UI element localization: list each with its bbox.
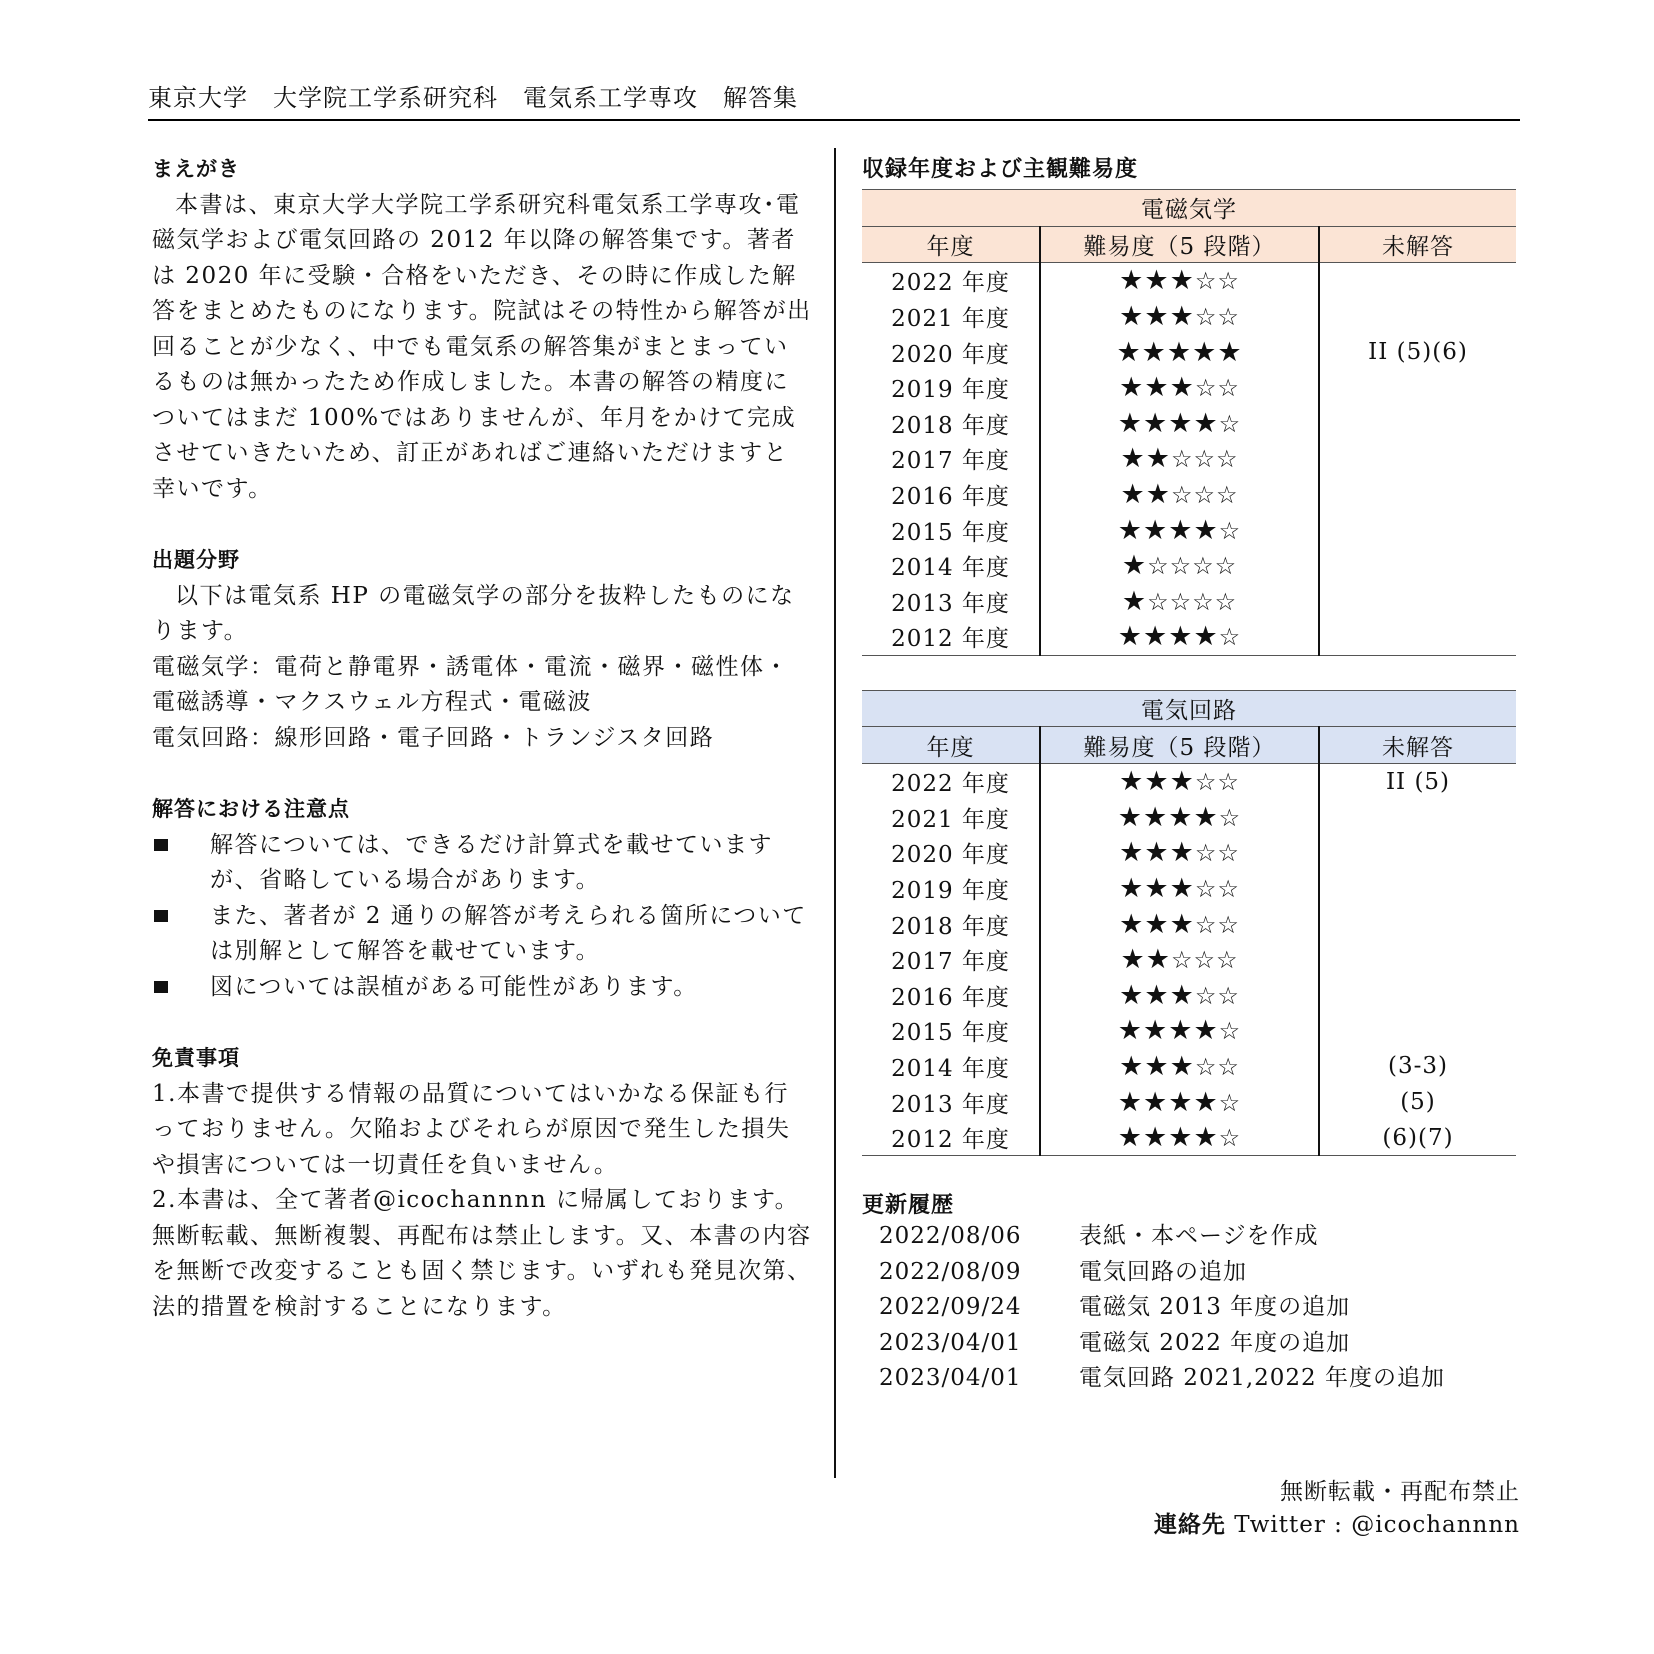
row-year: 2013 年度	[891, 590, 1010, 617]
star-filled-icon: ★	[1144, 908, 1170, 940]
difficulty-table	[862, 690, 1516, 1157]
column-header-unsolved: 未解答	[1319, 226, 1516, 263]
row-year: 2015 年度	[891, 519, 1010, 546]
star-empty-icon: ☆	[1214, 552, 1238, 581]
row-unsolved: II (5)(6)	[1319, 334, 1516, 370]
bullet-square-icon	[154, 910, 168, 922]
star-filled-icon: ★	[1166, 336, 1193, 368]
star-filled-icon: ★	[1168, 801, 1194, 833]
star-empty-icon: ☆	[1194, 303, 1218, 332]
star-filled-icon: ★	[1144, 372, 1170, 404]
table-row	[862, 1049, 1516, 1085]
difficulty-stars	[1118, 622, 1241, 651]
table-row	[862, 512, 1516, 548]
star-filled-icon: ★	[1168, 514, 1194, 546]
star-filled-icon: ★	[1144, 979, 1170, 1011]
star-empty-icon: ☆	[1215, 946, 1239, 975]
star-filled-icon: ★	[1193, 407, 1219, 439]
page-header	[148, 78, 1520, 121]
star-empty-icon: ☆	[1218, 1124, 1242, 1153]
star-filled-icon: ★	[1169, 979, 1195, 1011]
star-empty-icon: ☆	[1193, 946, 1216, 975]
history-note: 電磁気 2013 年度の追加	[1079, 1294, 1351, 1321]
history-note: 電気回路の追加	[1079, 1258, 1247, 1285]
difficulty-stars	[1122, 587, 1237, 616]
difficulty-stars	[1119, 874, 1240, 903]
row-unsolved	[1319, 942, 1516, 978]
notes-item	[152, 828, 812, 899]
difficulty-title: 収録年度および主観難易度	[862, 157, 1139, 182]
fields-title: 出題分野	[152, 548, 240, 572]
star-filled-icon: ★	[1119, 265, 1145, 297]
difficulty-stars	[1121, 480, 1239, 509]
fields-intro: 以下は電気系 HP の電磁気学の部分を抜粋したものになります。	[152, 582, 795, 644]
star-empty-icon: ☆	[1215, 481, 1239, 510]
star-empty-icon: ☆	[1217, 768, 1240, 797]
history-note: 電気回路 2021,2022 年度の追加	[1079, 1365, 1445, 1392]
difficulty-stars	[1118, 409, 1241, 438]
bullet-square-icon	[154, 839, 168, 851]
row-year: 2019 年度	[891, 377, 1010, 404]
star-filled-icon: ★	[1168, 1086, 1194, 1118]
page-footer	[1154, 1476, 1520, 1542]
table-row	[862, 871, 1516, 907]
disclaimer-item-2: 2.本書は、全て著者@icochannnn に帰属しております。無断転載、無断複製、再配布は禁止します。又、本書の内容を無断で改変することも固く禁じます。いずれも発見次第、法的措置を検討することになります。	[152, 1187, 812, 1320]
star-filled-icon: ★	[1117, 1015, 1144, 1047]
row-year: 2019 年度	[891, 877, 1010, 904]
history-title: 更新履歴	[862, 1193, 955, 1219]
contact-label: 連絡先	[1153, 1512, 1226, 1538]
table-row	[862, 477, 1516, 513]
history-date: 2022/08/09	[879, 1258, 1022, 1285]
row-year: 2021 年度	[891, 806, 1010, 833]
star-filled-icon: ★	[1169, 265, 1195, 297]
row-unsolved	[1319, 406, 1516, 442]
column-header-difficulty: 難易度（5 段階）	[1040, 727, 1319, 764]
left-column	[152, 152, 812, 1325]
star-empty-icon: ☆	[1217, 374, 1240, 403]
star-filled-icon: ★	[1193, 621, 1219, 653]
row-year: 2014 年度	[891, 1055, 1010, 1082]
star-filled-icon: ★	[1169, 1050, 1195, 1082]
star-filled-icon: ★	[1119, 372, 1145, 404]
star-filled-icon: ★	[1144, 1050, 1170, 1082]
star-filled-icon: ★	[1193, 801, 1219, 833]
history-entry	[862, 1290, 1516, 1326]
star-filled-icon: ★	[1145, 443, 1171, 475]
table-row	[862, 299, 1516, 335]
row-year: 2016 年度	[891, 484, 1010, 511]
star-empty-icon: ☆	[1147, 587, 1170, 616]
table-row	[862, 835, 1516, 871]
star-filled-icon: ★	[1119, 1050, 1145, 1082]
star-empty-icon: ☆	[1215, 445, 1239, 474]
bullet-square-icon	[154, 981, 168, 993]
column-header-unsolved: 未解答	[1319, 727, 1516, 764]
star-filled-icon: ★	[1193, 1122, 1219, 1154]
star-filled-icon: ★	[1116, 336, 1142, 368]
row-unsolved: (6)(7)	[1319, 1120, 1516, 1156]
table-row	[862, 619, 1516, 655]
history-entry	[862, 1361, 1516, 1397]
star-empty-icon: ☆	[1218, 623, 1242, 652]
difficulty-stars	[1118, 1088, 1241, 1117]
star-filled-icon: ★	[1117, 1122, 1144, 1154]
difficulty-stars	[1119, 838, 1240, 867]
difficulty-stars	[1118, 516, 1241, 545]
table-row	[862, 1084, 1516, 1120]
table-row	[862, 942, 1516, 978]
star-filled-icon: ★	[1119, 301, 1145, 333]
disclaimer-item-1: 1.本書で提供する情報の品質についてはいかなる保証も行っておりません。欠陥およびそれらが原因で発生した損失や損害については一切責任を負いません。	[152, 1080, 791, 1178]
table-row	[862, 584, 1516, 620]
star-filled-icon: ★	[1119, 872, 1145, 904]
history-note: 電磁気 2022 年度の追加	[1079, 1329, 1351, 1356]
row-year: 2020 年度	[891, 341, 1010, 368]
star-filled-icon: ★	[1144, 766, 1170, 798]
row-unsolved	[1319, 441, 1516, 477]
row-year: 2021 年度	[891, 306, 1010, 333]
row-unsolved	[1319, 584, 1516, 620]
star-filled-icon: ★	[1193, 1015, 1219, 1047]
star-empty-icon: ☆	[1193, 481, 1216, 510]
star-filled-icon: ★	[1117, 1086, 1144, 1118]
table-caption: 電気回路	[862, 690, 1516, 727]
star-empty-icon: ☆	[1194, 768, 1218, 797]
history-date: 2023/04/01	[879, 1365, 1022, 1392]
row-unsolved	[1319, 1013, 1516, 1049]
difficulty-stars	[1122, 551, 1237, 580]
star-empty-icon: ☆	[1218, 409, 1242, 438]
star-empty-icon: ☆	[1194, 839, 1218, 868]
star-empty-icon: ☆	[1170, 445, 1194, 474]
row-unsolved	[1319, 977, 1516, 1013]
page-header-title: 東京大学 大学院工学系研究科 電気系工学専攻 解答集	[148, 84, 798, 112]
fields-emag: 電磁気学：電荷と静電界・誘電体・電流・磁界・磁性体・電磁誘導・マクスウェル方程式・電磁波	[152, 653, 789, 715]
star-empty-icon: ☆	[1218, 803, 1242, 832]
notes-item-text: 解答については、できるだけ計算式を載せていますが、省略している場合があります。	[210, 831, 774, 893]
star-empty-icon: ☆	[1194, 267, 1218, 296]
star-empty-icon: ☆	[1169, 552, 1193, 581]
table-row	[862, 1013, 1516, 1049]
row-unsolved	[1319, 906, 1516, 942]
star-empty-icon: ☆	[1192, 552, 1215, 581]
table-row	[862, 906, 1516, 942]
star-empty-icon: ☆	[1193, 445, 1216, 474]
star-filled-icon: ★	[1143, 1086, 1169, 1118]
star-filled-icon: ★	[1168, 621, 1194, 653]
star-filled-icon: ★	[1145, 944, 1171, 976]
row-unsolved	[1319, 800, 1516, 836]
difficulty-stars	[1119, 910, 1240, 939]
row-unsolved	[1319, 512, 1516, 548]
difficulty-table	[862, 189, 1516, 656]
star-filled-icon: ★	[1193, 1086, 1219, 1118]
star-empty-icon: ☆	[1192, 587, 1215, 616]
column-divider	[834, 148, 836, 1478]
table-caption: 電磁気学	[862, 190, 1516, 227]
star-filled-icon: ★	[1143, 801, 1169, 833]
star-filled-icon: ★	[1120, 944, 1146, 976]
star-filled-icon: ★	[1117, 621, 1144, 653]
difficulty-stars	[1119, 302, 1240, 331]
table-row	[862, 977, 1516, 1013]
difficulty-tables	[862, 189, 1516, 1156]
star-filled-icon: ★	[1168, 1122, 1194, 1154]
difficulty-stars	[1121, 444, 1239, 473]
row-unsolved	[1319, 835, 1516, 871]
star-empty-icon: ☆	[1218, 1088, 1242, 1117]
star-filled-icon: ★	[1143, 621, 1169, 653]
star-filled-icon: ★	[1168, 1015, 1194, 1047]
star-filled-icon: ★	[1193, 514, 1219, 546]
star-empty-icon: ☆	[1218, 1017, 1242, 1046]
row-year: 2022 年度	[891, 270, 1010, 297]
star-filled-icon: ★	[1144, 265, 1170, 297]
star-filled-icon: ★	[1169, 908, 1195, 940]
difficulty-stars	[1118, 1123, 1241, 1152]
notes-item	[152, 970, 812, 1006]
star-filled-icon: ★	[1143, 407, 1169, 439]
star-filled-icon: ★	[1169, 372, 1195, 404]
star-filled-icon: ★	[1169, 766, 1195, 798]
row-unsolved	[1319, 299, 1516, 335]
star-filled-icon: ★	[1145, 479, 1171, 511]
star-empty-icon: ☆	[1170, 946, 1194, 975]
star-filled-icon: ★	[1119, 766, 1145, 798]
star-empty-icon: ☆	[1170, 481, 1194, 510]
star-filled-icon: ★	[1117, 514, 1144, 546]
star-empty-icon: ☆	[1217, 839, 1240, 868]
table-row	[862, 406, 1516, 442]
row-unsolved	[1319, 370, 1516, 406]
star-empty-icon: ☆	[1194, 981, 1218, 1010]
row-unsolved: (5)	[1319, 1084, 1516, 1120]
history-entry	[862, 1326, 1516, 1362]
row-year: 2016 年度	[891, 984, 1010, 1011]
star-empty-icon: ☆	[1194, 374, 1218, 403]
notes-item	[152, 899, 812, 970]
star-filled-icon: ★	[1120, 479, 1146, 511]
row-year: 2018 年度	[891, 412, 1010, 439]
star-filled-icon: ★	[1168, 407, 1194, 439]
star-empty-icon: ☆	[1194, 1052, 1218, 1081]
row-unsolved: II (5)	[1319, 763, 1516, 799]
difficulty-stars	[1119, 1052, 1240, 1081]
difficulty-stars	[1119, 373, 1240, 402]
column-header-year: 年度	[862, 727, 1040, 764]
contact-value: Twitter : @icochannnn	[1225, 1512, 1520, 1538]
footer-contact	[1154, 1509, 1520, 1542]
preface-title: まえがき	[152, 157, 240, 181]
row-year: 2015 年度	[891, 1020, 1010, 1047]
star-empty-icon: ☆	[1194, 874, 1218, 903]
star-filled-icon: ★	[1217, 336, 1243, 368]
star-empty-icon: ☆	[1217, 981, 1240, 1010]
row-year: 2022 年度	[891, 771, 1010, 798]
fields-circuit: 電気回路：線形回路・電子回路・トランジスタ回路	[152, 724, 715, 751]
star-empty-icon: ☆	[1217, 874, 1240, 903]
difficulty-stars	[1118, 803, 1241, 832]
star-filled-icon: ★	[1144, 872, 1170, 904]
history-list	[862, 1219, 1516, 1397]
row-unsolved	[1319, 263, 1516, 299]
difficulty-stars	[1121, 945, 1239, 974]
difficulty-stars	[1118, 1016, 1241, 1045]
star-filled-icon: ★	[1143, 1122, 1169, 1154]
row-year: 2013 年度	[891, 1091, 1010, 1118]
star-filled-icon: ★	[1192, 336, 1218, 368]
table-row	[862, 548, 1516, 584]
row-year: 2012 年度	[862, 619, 1040, 655]
history-date: 2022/09/24	[879, 1294, 1022, 1321]
difficulty-stars	[1119, 767, 1240, 796]
star-filled-icon: ★	[1121, 550, 1148, 582]
star-filled-icon: ★	[1169, 301, 1195, 333]
star-filled-icon: ★	[1119, 979, 1145, 1011]
row-year: 2017 年度	[891, 448, 1010, 475]
notes-item-text: また、著者が 2 通りの解答が考えられる箇所については別解として解答を載せています。	[210, 902, 807, 964]
star-filled-icon: ★	[1169, 837, 1195, 869]
difficulty-stars	[1116, 338, 1242, 367]
history-entry	[862, 1219, 1516, 1255]
table-row	[862, 763, 1516, 799]
notes-title: 解答における注意点	[152, 797, 350, 821]
history-date: 2022/08/06	[879, 1223, 1022, 1250]
table-row	[862, 800, 1516, 836]
star-filled-icon: ★	[1117, 801, 1144, 833]
table-row	[862, 334, 1516, 370]
table-row	[862, 1120, 1516, 1156]
star-filled-icon: ★	[1143, 514, 1169, 546]
star-empty-icon: ☆	[1169, 587, 1193, 616]
star-filled-icon: ★	[1141, 336, 1167, 368]
star-empty-icon: ☆	[1147, 552, 1170, 581]
row-year: 2014 年度	[891, 555, 1010, 582]
disclaimer-title: 免責事項	[152, 1046, 240, 1070]
row-year: 2018 年度	[891, 913, 1010, 940]
star-filled-icon: ★	[1144, 301, 1170, 333]
star-filled-icon: ★	[1144, 837, 1170, 869]
star-empty-icon: ☆	[1217, 1052, 1240, 1081]
row-unsolved	[1319, 871, 1516, 907]
history-date: 2023/04/01	[879, 1329, 1022, 1356]
star-filled-icon: ★	[1119, 908, 1145, 940]
star-empty-icon: ☆	[1218, 516, 1242, 545]
row-unsolved	[1319, 548, 1516, 584]
star-empty-icon: ☆	[1217, 267, 1240, 296]
star-empty-icon: ☆	[1214, 587, 1238, 616]
table-row	[862, 441, 1516, 477]
difficulty-stars	[1119, 266, 1240, 295]
footer-notice: 無断転載・再配布禁止	[1280, 1479, 1520, 1505]
row-unsolved	[1319, 619, 1516, 655]
star-filled-icon: ★	[1117, 407, 1144, 439]
star-empty-icon: ☆	[1194, 910, 1218, 939]
star-filled-icon: ★	[1169, 872, 1195, 904]
table-row	[862, 263, 1516, 299]
right-column	[862, 152, 1516, 1397]
row-year: 2012 年度	[862, 1120, 1040, 1156]
row-unsolved: (3-3)	[1319, 1049, 1516, 1085]
star-filled-icon: ★	[1120, 443, 1146, 475]
history-note: 表紙・本ページを作成	[1079, 1223, 1319, 1250]
column-header-year: 年度	[862, 226, 1040, 263]
notes-item-text: 図については誤植がある可能性があります。	[210, 973, 698, 1000]
row-unsolved	[1319, 477, 1516, 513]
history-entry	[862, 1255, 1516, 1291]
star-filled-icon: ★	[1121, 585, 1148, 617]
difficulty-stars	[1119, 981, 1240, 1010]
row-year: 2020 年度	[891, 842, 1010, 869]
table-row	[862, 370, 1516, 406]
star-empty-icon: ☆	[1217, 910, 1240, 939]
notes-list	[152, 828, 812, 1006]
column-header-difficulty: 難易度（5 段階）	[1040, 226, 1319, 263]
row-year: 2017 年度	[891, 949, 1010, 976]
star-filled-icon: ★	[1143, 1015, 1169, 1047]
preface-body: 本書は、東京大学大学院工学系研究科電気系工学専攻･電磁気学および電気回路の 2012 年以降の解答集です。著者は 2020 年に受験・合格をいただき、その時に作成した解答をまとめたものになります。院試はその特性から解答が出回ることが少なく、中でも電気系の解答集がまとまっているものは無かったため作成しました。本書の解答の精度についてはまだ 100%ではありませんが、年月をかけて完成させていきたいため、訂正があればご連絡いただけますと幸いです。	[152, 191, 812, 502]
star-empty-icon: ☆	[1217, 303, 1240, 332]
star-filled-icon: ★	[1119, 837, 1145, 869]
